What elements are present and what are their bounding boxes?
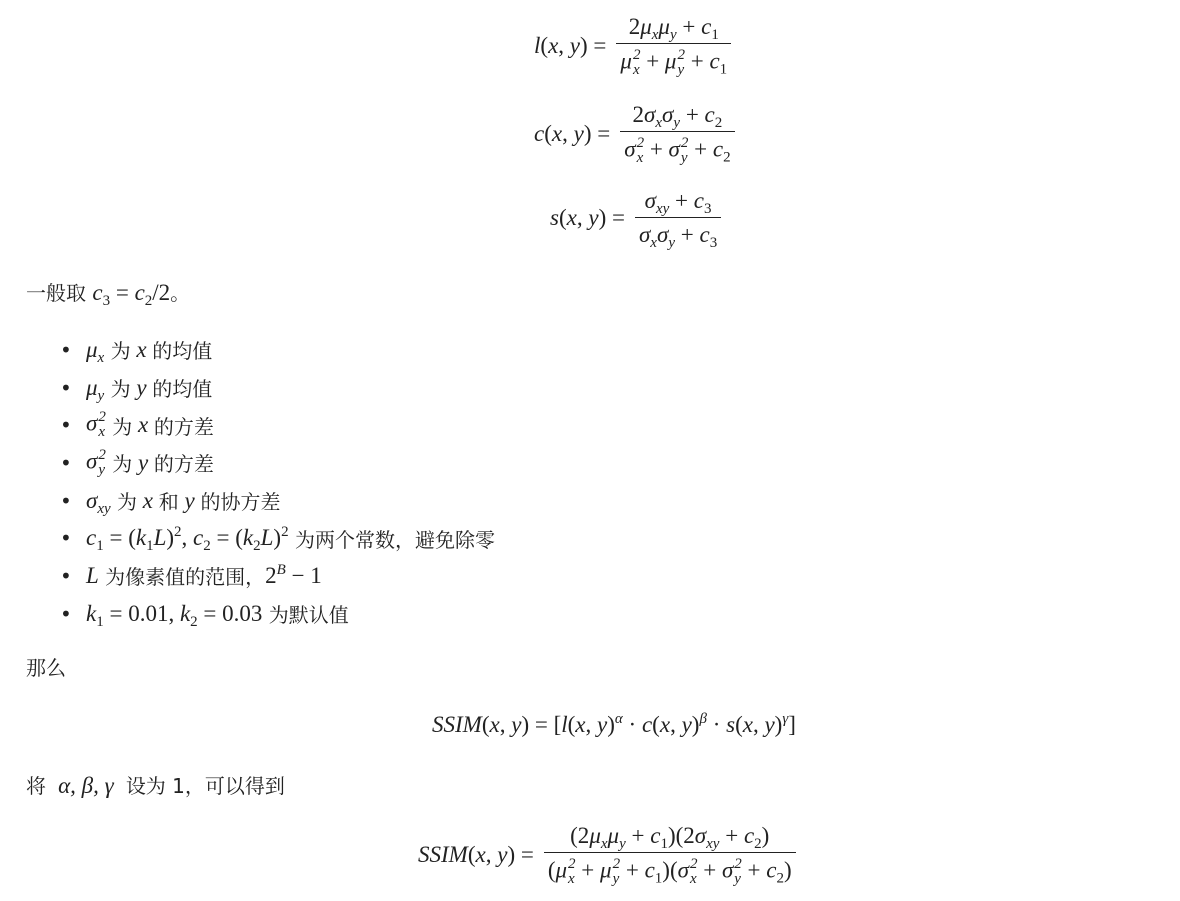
- denominator: $\sigma_x\sigma_y + c_3$: [638, 222, 718, 251]
- equation-structure: [550, 188, 721, 251]
- set-prefix: 将: [26, 774, 46, 798]
- equation-ssim-general: SSIM(x, y) = [l(x, y)$^\alpha$ · c(x, y)$^\beta$ · s(x, y)$^\gamma$]: [432, 711, 796, 737]
- numerator: $2\sigma_x\sigma_y + c_2$: [632, 102, 723, 131]
- fraction: [616, 14, 731, 78]
- numerator: $\sigma_{xy} + c_3$: [644, 188, 712, 217]
- equation-lhs: c(x, y) =: [534, 121, 611, 146]
- fraction: [544, 823, 796, 887]
- denominator: μ 2 x + μ 2 y + $c_1$: [620, 47, 728, 78]
- list-item: • $c_1 = (k_1L)^2$, $c_2 = (k_2L)^2$ 为两个常数，避免除零: [60, 524, 495, 555]
- equation-contrast: [534, 102, 735, 166]
- list-item: • $\sigma_{xy}$ 为 x 和 y 的协方差: [60, 487, 281, 517]
- list-item: • L 为像素值的范围， $2^B - 1$: [60, 561, 322, 590]
- equation-lhs: s(x, y) =: [550, 205, 625, 230]
- variable-list: [60, 331, 495, 633]
- equation-lhs: SSIM(x, y) =: [418, 842, 534, 867]
- list-item: • σ 2 x 为 x 的方差: [60, 409, 214, 441]
- denominator: σ 2 x + σ 2 y + $c_2$: [624, 135, 731, 166]
- fraction: [620, 102, 734, 166]
- c3-paragraph: 一般取 $c_3 = c_2/2$。: [26, 280, 191, 309]
- set-paragraph: 将 α, β, γ 设为 1，可以得到: [26, 773, 285, 798]
- list-item: • $\mu_x$ 为 x 的均值: [60, 336, 213, 366]
- equation-ssim-final: [418, 823, 796, 887]
- numerator: $2\mu_x\mu_y + c_1$: [628, 14, 719, 43]
- then-paragraph: 那么: [26, 656, 66, 680]
- numerator: $(2\mu_x\mu_y + c_1)(2\sigma_{xy} + c_2)$: [570, 823, 770, 852]
- list-item: • $\mu_y$ 为 y 的均值: [60, 374, 213, 404]
- list-item: • $k_1 = 0.01$, $k_2 = 0.03$ 为默认值: [60, 600, 349, 630]
- equation-lhs: l(x, y) =: [534, 33, 607, 58]
- c3-prefix: 一般取: [26, 281, 86, 305]
- fraction: [635, 188, 721, 251]
- denominator: (μ 2 x + μ 2 y + $c_1)(\sigma$ 2 x + σ 2 y + $c_2$): [547, 856, 792, 887]
- c3-suffix: 。: [170, 281, 191, 305]
- equation-luminance: [534, 14, 731, 78]
- set-suffix: 设为 1，可以得到: [125, 774, 285, 798]
- list-item: • σ 2 y 为 y 的方差: [60, 446, 214, 478]
